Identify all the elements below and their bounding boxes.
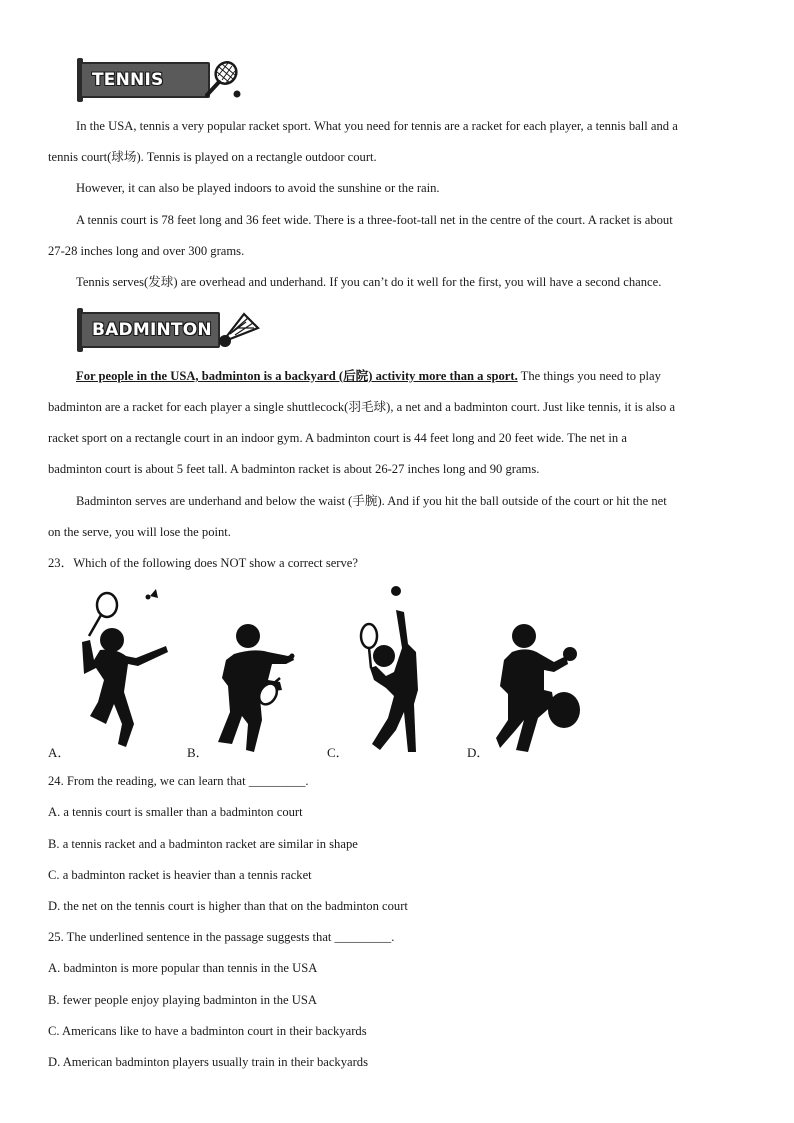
badminton-p1-line4: badminton court is about 5 feet tall. A badminton racket is about 26-27 inches long and 90 grams. <box>48 462 540 476</box>
banner-plate <box>80 312 220 348</box>
badminton-banner-label: BADMINTON <box>92 320 212 340</box>
tennis-p1-line2: tennis court(球场). Tennis is played on a rectangle outdoor court. <box>48 150 377 164</box>
badminton-p1-line1 <box>76 368 786 384</box>
tennis-banner <box>80 58 242 102</box>
q23-option-a-label[interactable]: A． <box>48 745 71 760</box>
tennis-banner-label: TENNIS <box>92 70 164 90</box>
tennis-p1-line1: In the USA, tennis a very popular racket sport. What you need for tennis are a racket for each player, a tennis ball and a <box>76 119 678 133</box>
q24-option-a[interactable]: A. a tennis court is smaller than a badminton court <box>48 805 303 819</box>
banner-plate <box>80 62 210 98</box>
badminton-p2-line1: Badminton serves are underhand and below the waist (手腕). And if you hit the ball outside of the court or hit the net <box>76 494 667 508</box>
underlined-sentence: For people in the USA, badminton is a backyard (后院) activity more than a sport. <box>76 369 518 383</box>
badminton-p1-line3: racket sport on a rectangle court in an indoor gym. A badminton court is 44 feet long and 20 feet wide. The net in a <box>48 431 627 445</box>
badminton-p1-line1-rest: The things you need to play <box>517 369 661 383</box>
figure-c-tennis-overhead-icon <box>356 584 436 756</box>
figure-d-ball-underhand-icon <box>494 620 586 755</box>
figure-b-badminton-underhand-icon <box>208 620 298 755</box>
figure-a-badminton-overhead-icon <box>76 584 176 754</box>
tennis-racket-ball-icon <box>202 58 244 100</box>
tennis-p2-line1: However, it can also be played indoors to avoid the sunshine or the rain. <box>76 181 440 195</box>
q25-option-b[interactable]: B. fewer people enjoy playing badminton in the USA <box>48 993 317 1007</box>
q23-option-b-label[interactable]: B． <box>187 745 209 760</box>
badminton-banner <box>80 308 262 352</box>
q24-option-d[interactable]: D. the net on the tennis court is higher than that on the badminton court <box>48 899 408 913</box>
q25-option-a[interactable]: A. badminton is more popular than tennis in the USA <box>48 961 318 975</box>
shuttlecock-icon <box>214 308 262 352</box>
q23-stem: 23．Which of the following does NOT show a correct serve? <box>48 556 358 570</box>
tennis-p3-line1: A tennis court is 78 feet long and 36 feet wide. There is a three-foot-tall net in the centre of the court. A racket is about <box>76 213 673 227</box>
q24-stem: 24. From the reading, we can learn that _________. <box>48 774 309 788</box>
q25-option-d[interactable]: D. American badminton players usually train in their backyards <box>48 1055 369 1069</box>
tennis-p4-line1: Tennis serves(发球) are overhead and underhand. If you can’t do it well for the first, you will have a second chance. <box>76 275 662 289</box>
q23-option-d-label[interactable]: D． <box>467 745 490 760</box>
badminton-p1-line2: badminton are a racket for each player a single shuttlecock(羽毛球), a net and a badminton court. Just like tennis, it is also a <box>48 400 676 414</box>
q24-option-c[interactable]: C. a badminton racket is heavier than a tennis racket <box>48 868 312 882</box>
q24-option-b[interactable]: B. a tennis racket and a badminton racket are similar in shape <box>48 837 358 851</box>
badminton-p2-line2: on the serve, you will lose the point. <box>48 525 231 539</box>
q25-stem: 25. The underlined sentence in the passage suggests that _________. <box>48 930 395 944</box>
q23-option-c-label[interactable]: C． <box>327 745 349 760</box>
q25-option-c[interactable]: C. Americans like to have a badminton court in their backyards <box>48 1024 367 1038</box>
tennis-p3-line2: 27-28 inches long and over 300 grams. <box>48 244 245 258</box>
